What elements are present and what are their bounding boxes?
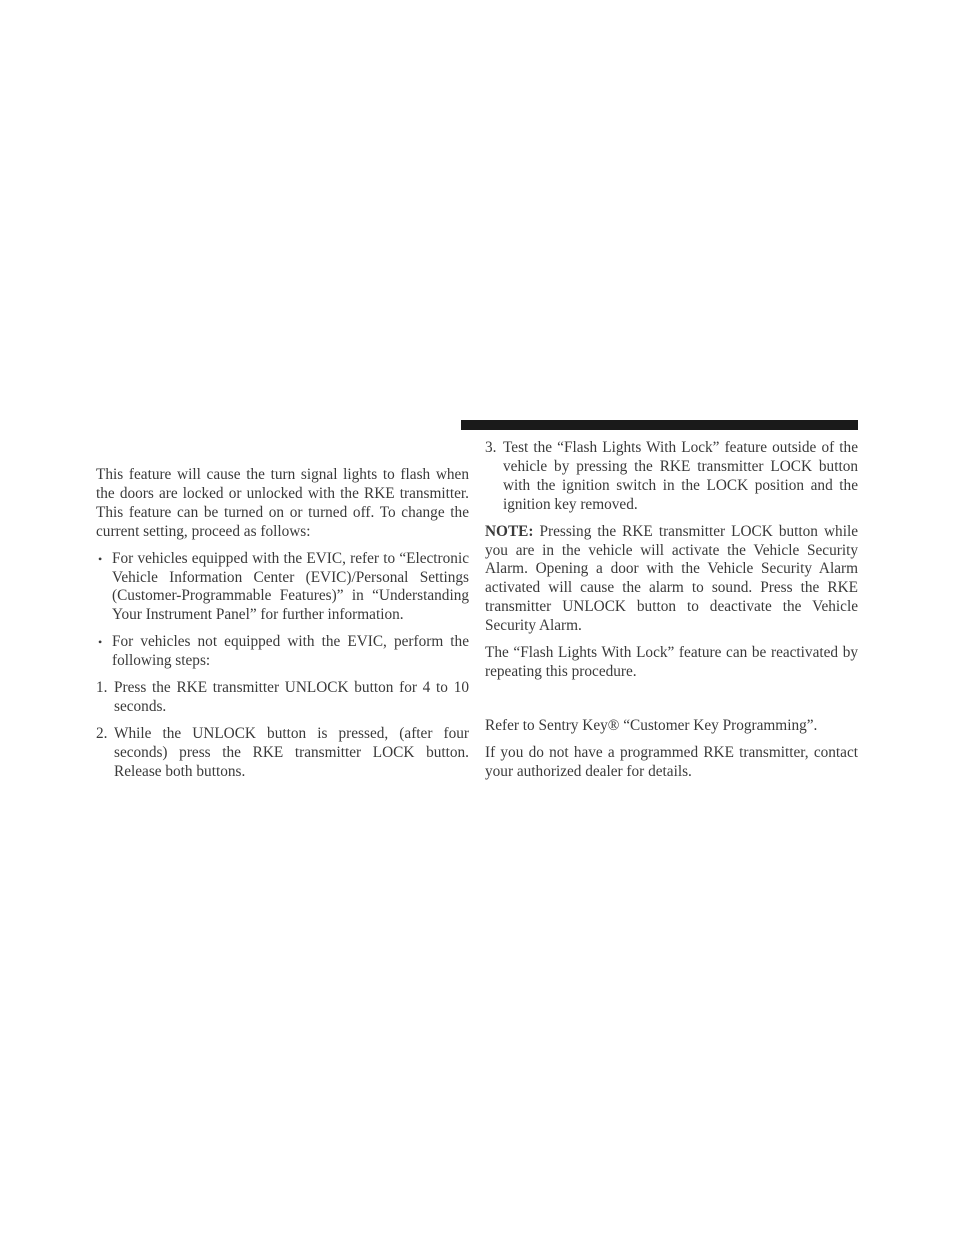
bullet-text: For vehicles equipped with the EVIC, refer to “Electronic Vehicle Information Center (EVIC)/Personal Settings (Customer-Programmable Features)” in “Understanding Your Instrument Panel” for further information. [112,549,469,624]
dealer-paragraph: If you do not have a programmed RKE transmitter, contact your authorized dealer for details. [485,743,858,780]
step-3 [485,439,858,515]
bullet-icon: • [98,635,103,650]
note-text: Pressing the RKE transmitter LOCK button while you are in the vehicle will activate the Vehicle Security Alarm. Opening a door with the Vehicle Security Alarm activated will cause the alarm to sound. Press the RKE transmitter UNLOCK button to deactivate the Vehicle Security Alarm. [485,522,858,635]
step-text: While the UNLOCK button is pressed, (after four seconds) press the RKE transmitter LOCK button. Release both buttons. [114,724,469,780]
refer-paragraph: Refer to Sentry Key® “Customer Key Programming”. [485,716,818,734]
right-column [485,439,858,790]
bullet-icon: • [98,551,103,566]
section-header-bar [461,420,858,430]
step-1 [96,679,469,717]
intro-paragraph: This feature will cause the turn signal lights to flash when the doors are locked or unlocked with the RKE transmitter. This feature can be turned on or turned off. To change the current setting, proceed as follows: [96,466,469,540]
step-2 [96,725,469,782]
step-number: 3. [485,439,497,456]
heading-gap [485,690,858,717]
left-column [96,466,469,790]
reactivate-paragraph: The “Flash Lights With Lock” feature can be reactivated by repeating this procedure. [485,644,858,680]
note-label: NOTE: [485,522,534,540]
step-number: 1. [96,679,108,697]
step-number: 2. [96,724,108,742]
bullet-item-evic [96,550,469,626]
bullet-item-no-evic [96,633,469,671]
step-text: Test the “Flash Lights With Lock” feature outside of the vehicle by pressing the RKE transmitter LOCK button with the ignition switch in the LOCK position and the ignition key removed. [503,439,858,513]
bullet-text: For vehicles not equipped with the EVIC, perform the following steps: [112,633,469,670]
note-paragraph [485,523,858,636]
step-text: Press the RKE transmitter UNLOCK button for 4 to 10 seconds. [114,679,469,715]
